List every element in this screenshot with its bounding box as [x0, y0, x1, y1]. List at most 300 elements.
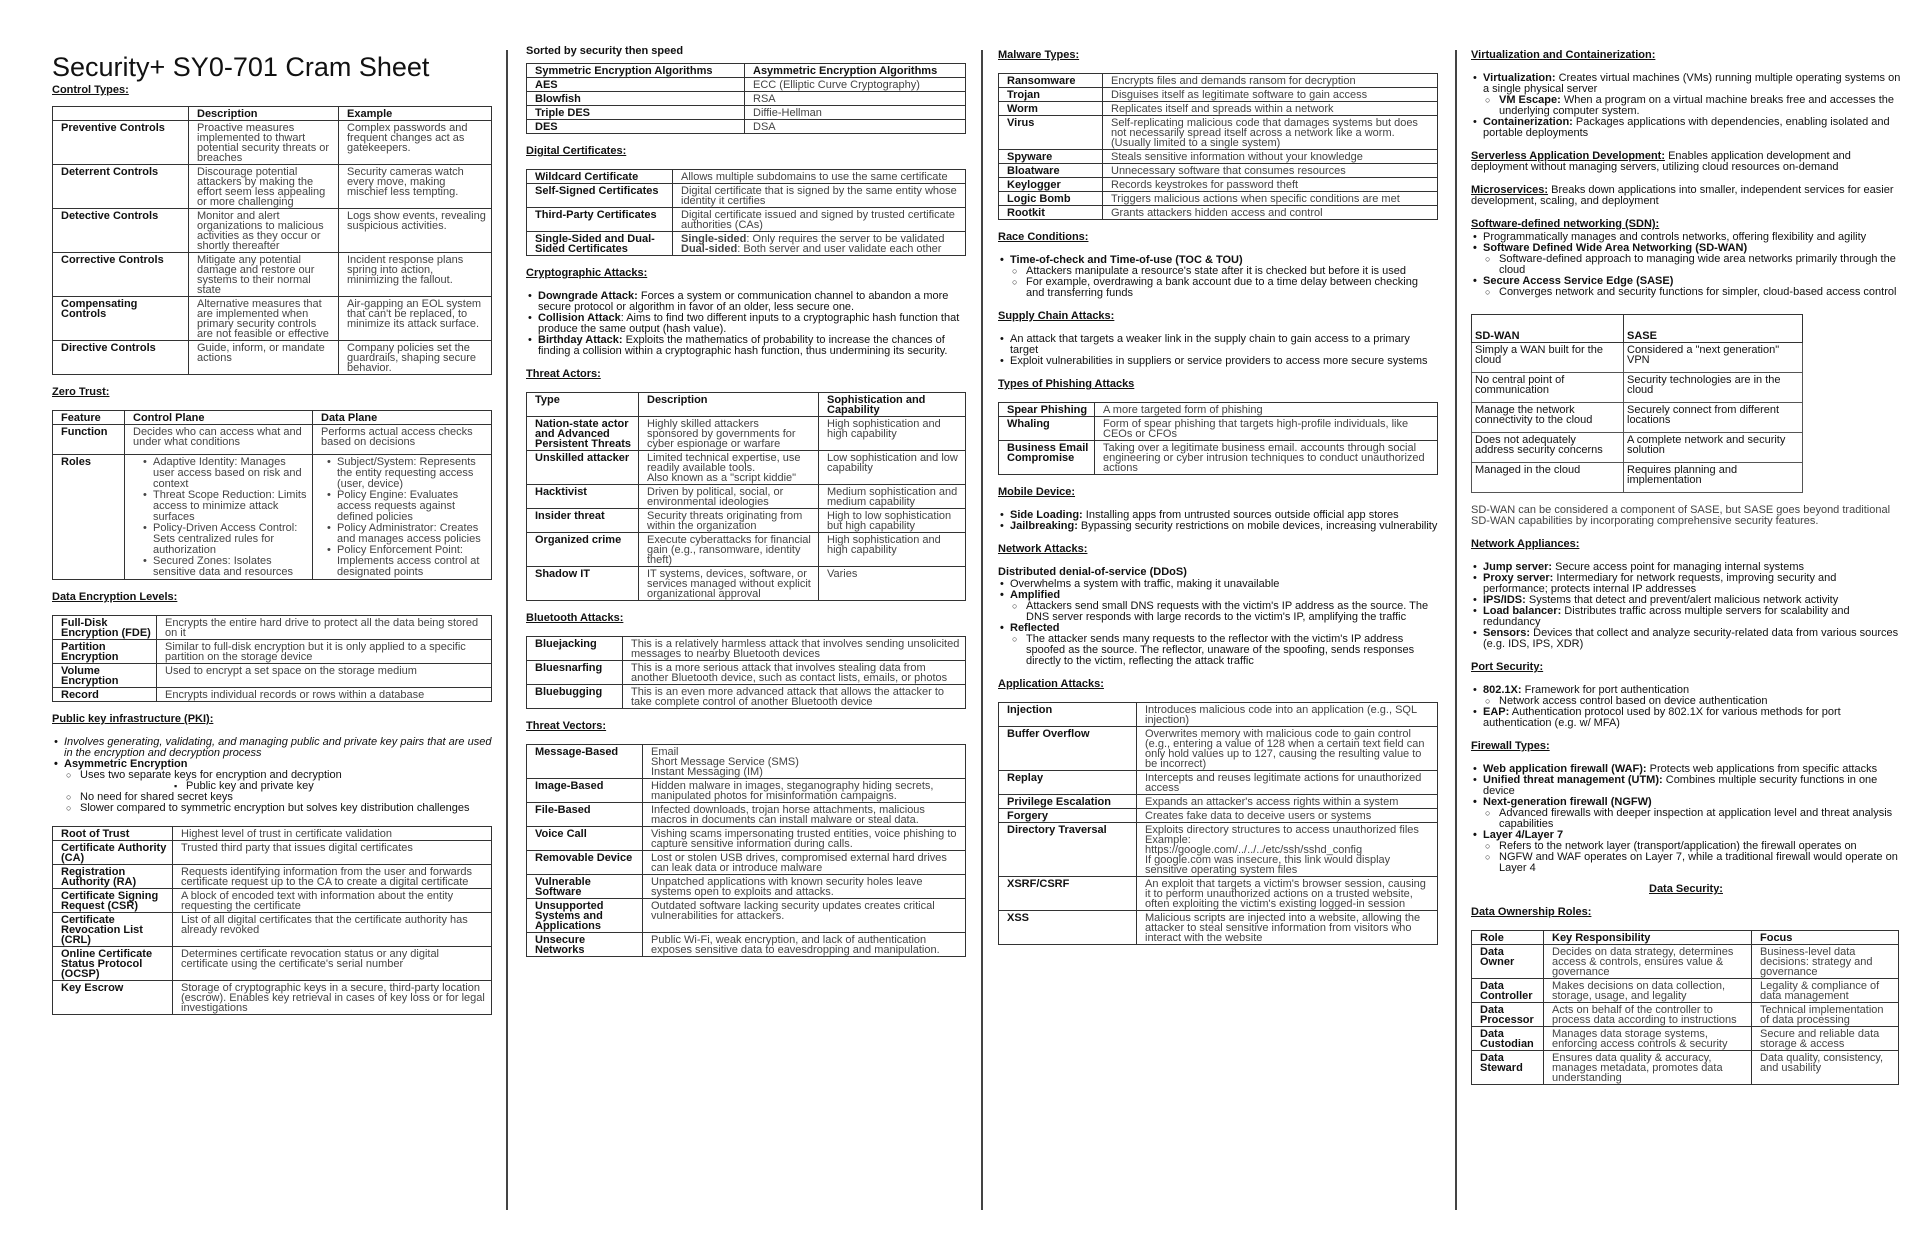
table-cell: Blowfish — [527, 92, 745, 106]
table-cell: Business-level data decisions: strategy and governance — [1752, 945, 1899, 979]
table-cell: Secure and reliable data storage & access — [1752, 1027, 1899, 1051]
table-row — [53, 947, 492, 981]
table-cell: A more targeted form of phishing — [1095, 403, 1438, 417]
threat-actors-heading: Threat Actors: — [526, 368, 601, 380]
table-cell: Storage of cryptographic keys in a secure, third-party location (escrow). Enables key retrieval in cases of key loss or for legal investigations — [173, 981, 492, 1015]
table-cell: Nation-state actor and Advanced Persistent Threats — [527, 417, 639, 451]
table-row — [999, 911, 1438, 945]
threat-vectors-heading: Threat Vectors: — [526, 720, 607, 732]
table-cell: Directory Traversal — [999, 823, 1137, 877]
pki-table — [52, 826, 492, 1015]
table-row — [53, 664, 492, 688]
table-cell — [313, 455, 492, 580]
list-item-label: Load balancer: — [1483, 605, 1562, 617]
table-row — [999, 809, 1438, 823]
app-attacks-table — [998, 702, 1438, 945]
table-cell: Monitor and alert organizations to malicious activities as they occur or shortly thereafter — [189, 209, 339, 253]
table-cell: Technical implementation of data processing — [1752, 1003, 1899, 1027]
list-item-text: : Aims to find two different inputs to a cryptographic hash function that produce the same output (hash value). — [538, 312, 960, 335]
mobile-heading: Mobile Device: — [998, 486, 1076, 498]
table-cell: Manages data storage systems, enforcing access controls & security — [1544, 1027, 1752, 1051]
table-cell: Digital certificate issued and signed by trusted certificate authorities (CAs) — [673, 208, 966, 232]
table-cell: ECC (Elliptic Curve Cryptography) — [745, 78, 966, 92]
table-cell: Malicious scripts are injected into a website, allowing the attacker to steal sensitive information from visitors who interact with the website — [1137, 911, 1438, 945]
table-cell: Complex passwords and frequent changes act as gatekeepers. — [339, 121, 492, 165]
zero-trust-heading: Zero Trust: — [52, 386, 110, 398]
list-item-label: Birthday Attack: — [538, 334, 623, 346]
pki-heading: Public key infrastructure (PKI): — [52, 713, 214, 725]
table-row — [527, 485, 966, 509]
table-cell: Discourage potential attackers by making the effort seem less appealing or more challenging — [189, 165, 339, 209]
appliances-heading: Network Appliances: — [1471, 538, 1580, 550]
table-cell: Single-Sided and Dual-Sided Certificates — [527, 232, 673, 256]
table-header: Description — [189, 107, 339, 121]
table-cell: XSS — [999, 911, 1137, 945]
table-cell: Registration Authority (RA) — [53, 865, 173, 889]
table-cell: Deterrent Controls — [53, 165, 189, 209]
table-cell: Voice Call — [527, 827, 643, 851]
table-row — [53, 688, 492, 702]
table-row — [1472, 945, 1899, 979]
table-cell: Driven by political, social, or environmental ideologies — [639, 485, 819, 509]
table-cell: Disguises itself as legitimate software to gain access — [1103, 88, 1438, 102]
list-item — [1471, 573, 1901, 595]
table-cell: Unskilled attacker — [527, 451, 639, 485]
table-cell: Partition Encryption — [53, 640, 157, 664]
list-item: • Policy-Driven Access Control: Sets centralized rules for authorization — [141, 523, 307, 556]
table-cell: Self-replicating malicious code that damages systems but does not necessarily spread itself across a network like a worm. (Usually limited to a single system) — [1103, 116, 1438, 150]
table-row — [53, 341, 492, 375]
table-cell: Intercepts and reuses legitimate actions for unauthorized access — [1137, 771, 1438, 795]
digital-certificates-table — [526, 169, 966, 256]
table-cell: This is a relatively harmless attack that involves sending unsolicited messages to nearby Bluetooth devices — [623, 637, 966, 661]
list-item: • Asymmetric Encryption — [52, 759, 492, 770]
list-item-label: IPS/IDS: — [1483, 594, 1526, 606]
table-cell: Spyware — [999, 150, 1103, 164]
table-cell: Determines certificate revocation status or any digital certificate using the certificate's serial number — [173, 947, 492, 981]
table-row — [527, 899, 966, 933]
table-cell: Certificate Authority (CA) — [53, 841, 173, 865]
bluetooth-heading: Bluetooth Attacks: — [526, 612, 624, 624]
table-row — [53, 253, 492, 297]
list-item: • EAP: Authentication protocol used by 802.1X for various methods for port authentication (e.g. w/ MFA) — [1471, 707, 1901, 729]
list-item-label: Collision Attack — [538, 312, 621, 324]
table-row — [999, 102, 1438, 116]
list-item — [526, 335, 966, 357]
table-row — [527, 120, 966, 134]
table-cell: An exploit that targets a victim's browser session, causing it to perform unauthorized actions on a trusted website, often exploiting the victim's existing logged-in session — [1137, 877, 1438, 911]
supply-chain-heading: Supply Chain Attacks: — [998, 310, 1115, 322]
table-row — [527, 92, 966, 106]
table-header: Focus — [1752, 931, 1899, 945]
table-cell — [673, 232, 966, 256]
table-cell: XSRF/CSRF — [999, 877, 1137, 911]
table-cell: Insider threat — [527, 509, 639, 533]
list-item — [526, 313, 966, 335]
table-cell: Third-Party Certificates — [527, 208, 673, 232]
table-cell: Public Wi-Fi, weak encryption, and lack of authentication exposes sensitive data to eavesdropping and manipulation. — [643, 933, 966, 957]
list-item-text: Installing apps from untrusted sources outside official app stores — [1082, 509, 1399, 521]
table-cell: Full-Disk Encryption (FDE) — [53, 616, 157, 640]
list-item: • Threat Scope Reduction: Limits access to minimize attack surfaces — [141, 490, 307, 523]
supply-chain-list — [998, 334, 1438, 367]
table-cell: Medium sophistication and medium capability — [819, 485, 966, 509]
table-cell: Whaling — [999, 417, 1095, 441]
table-cell: Incident response plans spring into action, minimizing the fallout. — [339, 253, 492, 297]
list-item: • Layer 4/Layer 7 — [1471, 830, 1901, 841]
table-row — [53, 841, 492, 865]
column-divider — [1455, 50, 1457, 1210]
list-item: ○ For example, overdrawing a bank account due to a time delay between checking and transferring funds — [998, 277, 1438, 299]
table-cell: Message-Based — [527, 745, 643, 779]
malware-table — [998, 73, 1438, 220]
table-cell: Grants attackers hidden access and control — [1103, 206, 1438, 220]
table-cell: Overwrites memory with malicious code to gain control (e.g., entering a value of 128 when a certain text field can only hold values up to 127, causing the resulting value to be incorrect) — [1137, 727, 1438, 771]
table-cell: Legality & compliance of data management — [1752, 979, 1899, 1003]
list-item-label: Side Loading: — [1010, 509, 1083, 521]
port-security-heading: Port Security: — [1471, 661, 1544, 673]
table-cell: Hacktivist — [527, 485, 639, 509]
table-cell: Corrective Controls — [53, 253, 189, 297]
table-cell: Requests identifying information from the user and forwards certificate request up to the CA to create a digital certificate — [173, 865, 492, 889]
data-encryption-heading: Data Encryption Levels: — [52, 591, 178, 603]
table-row — [53, 165, 492, 209]
table-cell: Bluejacking — [527, 637, 623, 661]
table-row — [53, 121, 492, 165]
list-item — [1471, 606, 1901, 628]
table-row — [999, 74, 1438, 88]
list-item — [526, 291, 966, 313]
table-cell: A complete network and security solution — [1624, 433, 1803, 463]
table-cell: Expands an attacker's access rights within a system — [1137, 795, 1438, 809]
table-row — [999, 192, 1438, 206]
table-cell: Encrypts files and demands ransom for decryption — [1103, 74, 1438, 88]
table-cell: Data Owner — [1472, 945, 1544, 979]
column-divider — [981, 50, 983, 1210]
table-cell: Worm — [999, 102, 1103, 116]
table-row — [527, 851, 966, 875]
list-item: • Secured Zones: Isolates sensitive data and resources — [141, 556, 307, 578]
table-cell: Ensures data quality & accuracy, manages metadata, promotes data understanding — [1544, 1051, 1752, 1085]
table-cell: Business Email Compromise — [999, 441, 1095, 475]
table-row — [999, 178, 1438, 192]
list-item: ▪ Public key and private key — [52, 781, 492, 792]
table-row — [999, 417, 1438, 441]
table-cell: Trojan — [999, 88, 1103, 102]
table-cell: Mitigate any potential damage and restore our systems to their normal state — [189, 253, 339, 297]
list-item-label: Jump server: — [1483, 561, 1553, 573]
table-row — [527, 745, 966, 779]
table-row — [1472, 463, 1803, 493]
table-row — [999, 877, 1438, 911]
column-3 — [998, 46, 1438, 945]
data-security-heading: Data Security: — [1649, 883, 1723, 895]
table-row — [999, 116, 1438, 150]
table-cell: Diffie-Hellman — [745, 106, 966, 120]
table-cell: Unpatched applications with known security holes leave systems open to exploits and attacks. — [643, 875, 966, 899]
table-cell: List of all digital certificates that the certificate authority has already revoked — [173, 913, 492, 947]
single-sided-desc: : Only requires the server to be validated — [746, 233, 945, 245]
table-cell: Security technologies are in the cloud — [1624, 373, 1803, 403]
table-cell: Data Custodian — [1472, 1027, 1544, 1051]
table-row — [53, 913, 492, 947]
table-row — [53, 889, 492, 913]
table-row — [527, 106, 966, 120]
table-row — [53, 827, 492, 841]
table-row — [53, 209, 492, 253]
table-header: Sophistication and Capability — [819, 393, 966, 417]
table-row — [999, 771, 1438, 795]
list-item-label: Downgrade Attack: — [538, 290, 638, 302]
network-attacks-list — [998, 579, 1438, 667]
ddos-label: Distributed denial-of-service (DDoS) — [998, 566, 1187, 578]
table-row — [527, 451, 966, 485]
firewall-list — [1471, 764, 1901, 874]
table-row — [527, 170, 966, 184]
table-cell: Triple DES — [527, 106, 745, 120]
list-item: • Virtualization: Creates virtual machines (VMs) running multiple operating systems on a single physical server — [1471, 73, 1901, 95]
table-cell: Securely connect from different locations — [1624, 403, 1803, 433]
list-item: • Overwhelms a system with traffic, making it unavailable — [998, 579, 1438, 590]
table-cell: Spear Phishing — [999, 403, 1095, 417]
table-row — [999, 441, 1438, 475]
column-divider — [506, 50, 508, 1210]
table-cell: Managed in the cloud — [1472, 463, 1624, 493]
table-cell: Steals sensitive information without your knowledge — [1103, 150, 1438, 164]
table-cell: This is an even more advanced attack that allows the attacker to take complete control of another Bluetooth device — [623, 685, 966, 709]
table-cell: Root of Trust — [53, 827, 173, 841]
table-cell: High sophistication and high capability — [819, 417, 966, 451]
list-item — [998, 521, 1438, 532]
table-cell: Allows multiple subdomains to use the same certificate — [673, 170, 966, 184]
table-cell: Air-gapping an EOL system that can't be replaced, to minimize its attack surface. — [339, 297, 492, 341]
table-cell: A block of encoded text with information about the entity requesting the certificate — [173, 889, 492, 913]
table-cell: Bloatware — [999, 164, 1103, 178]
table-cell: Makes decisions on data collection, storage, usage, and legality — [1544, 979, 1752, 1003]
table-row — [999, 703, 1438, 727]
table-row — [527, 509, 966, 533]
table-cell: Form of spear phishing that targets high-profile individuals, like CEOs or CFOs — [1095, 417, 1438, 441]
table-row — [527, 208, 966, 232]
table-row — [527, 78, 966, 92]
pki-list — [52, 737, 492, 814]
table-cell: Outdated software lacking security updates creates critical vulnerabilities for attackers. — [643, 899, 966, 933]
table-cell: Requires planning and implementation — [1624, 463, 1803, 493]
table-cell: Function — [53, 425, 125, 455]
table-row — [1472, 979, 1899, 1003]
table-cell: Bluebugging — [527, 685, 623, 709]
serverless-text: Serverless Application Development: Enables application development and deployment without managing servers, utilizing cloud resources on-demand — [1471, 150, 1851, 173]
table-cell: Vishing scams impersonating trusted entities, voice phishing to capture sensitive information during calls. — [643, 827, 966, 851]
table-cell: Replicates itself and spreads within a network — [1103, 102, 1438, 116]
table-row — [527, 637, 966, 661]
table-cell: Unnecessary software that consumes resources — [1103, 164, 1438, 178]
phishing-table — [998, 402, 1438, 475]
list-item: • Containerization: Packages applications with dependencies, enabling isolated and portable deployments — [1471, 117, 1901, 139]
column-4 — [1471, 46, 1901, 1085]
list-item: • Next-generation firewall (NGFW) — [1471, 797, 1901, 808]
data-encryption-table — [52, 615, 492, 702]
table-cell: Shadow IT — [527, 567, 639, 601]
table-row — [53, 297, 492, 341]
appliances-list — [1471, 562, 1901, 650]
column-2 — [526, 46, 966, 957]
table-header: Asymmetric Encryption Algorithms — [745, 64, 966, 78]
table-cell: Highly skilled attackers sponsored by governments for cyber espionage or warfare — [639, 417, 819, 451]
table-row — [527, 875, 966, 899]
table-header: Data Plane — [313, 411, 492, 425]
table-cell: Email Short Message Service (SMS) Instant Messaging (IM) — [643, 745, 966, 779]
table-cell: Directive Controls — [53, 341, 189, 375]
table-cell: Encrypts the entire hard drive to protect all the data being stored on it — [157, 616, 492, 640]
table-row — [1472, 1051, 1899, 1085]
table-cell: Trusted third party that issues digital certificates — [173, 841, 492, 865]
table-cell: Decides who can access what and under what conditions — [125, 425, 313, 455]
table-row — [527, 803, 966, 827]
table-cell: Creates fake data to deceive users or systems — [1137, 809, 1438, 823]
table-cell: Certificate Revocation List (CRL) — [53, 913, 173, 947]
table-cell: Varies — [819, 567, 966, 601]
network-attacks-heading: Network Attacks: — [998, 543, 1088, 555]
table-cell: Lost or stolen USB drives, compromised external hard drives can leak data or introduce malware — [643, 851, 966, 875]
table-header: SASE — [1624, 315, 1803, 343]
table-cell: Acts on behalf of the controller to process data according to instructions — [1544, 1003, 1752, 1027]
list-item: • Involves generating, validating, and managing public and private key pairs that are used in the encryption and decryption process — [52, 737, 492, 759]
list-item: ○ Uses two separate keys for encryption and decryption — [52, 770, 492, 781]
table-header: Control Plane — [125, 411, 313, 425]
list-item-text: Forces a system or communication channel to abandon a more secure protocol or algorithm in favor of an older, less secure one. — [538, 290, 949, 313]
table-row — [999, 403, 1438, 417]
table-header: Role — [1472, 931, 1544, 945]
mobile-list — [998, 510, 1438, 532]
list-item-label: Jailbreaking: — [1010, 520, 1078, 532]
table-row — [999, 795, 1438, 809]
table-row — [1472, 373, 1803, 403]
list-item-text: Systems that detect and prevent/alert malicious network activity — [1525, 594, 1839, 606]
list-item: • Secure Access Service Edge (SASE) — [1471, 276, 1901, 287]
table-cell: Does not adequately address security concerns — [1472, 433, 1624, 463]
table-cell: Logs show events, revealing suspicious activities. — [339, 209, 492, 253]
table-cell: Security cameras watch every move, making mischief less tempting. — [339, 165, 492, 209]
list-item: ○ No need for shared secret keys — [52, 792, 492, 803]
list-item: ○ Advanced firewalls with deeper inspection at application level and threat analysis capabilities — [1471, 808, 1901, 830]
list-item: • Policy Administrator: Creates and manages access policies — [325, 523, 486, 545]
table-row — [527, 685, 966, 709]
table-cell: Buffer Overflow — [999, 727, 1137, 771]
table-cell: Digital certificate that is signed by the same entity whose identity it certifies — [673, 184, 966, 208]
list-item-label: Sensors: — [1483, 627, 1531, 639]
threat-vectors-table — [526, 744, 966, 957]
table-cell: Execute cyberattacks for financial gain (e.g., ransomware, identity theft) — [639, 533, 819, 567]
table-cell: Key Escrow — [53, 981, 173, 1015]
table-cell: Virus — [999, 116, 1103, 150]
table-cell: Unsecure Networks — [527, 933, 643, 957]
table-header: Feature — [53, 411, 125, 425]
control-types-heading: Control Types: — [52, 84, 129, 96]
table-row — [527, 533, 966, 567]
table-cell: Online Certificate Status Protocol (OCSP) — [53, 947, 173, 981]
table-cell: DSA — [745, 120, 966, 134]
table-row — [527, 827, 966, 851]
table-cell: Performs actual access checks based on decisions — [313, 425, 492, 455]
table-cell: No central point of communication — [1472, 373, 1624, 403]
list-item: ○ Attackers send small DNS requests with the victim's IP address as the source. The DNS server responds with large records to the victim's IP, amplifying the traffic — [998, 601, 1438, 623]
table-cell: Taking over a legitimate business email. accounts through social engineering or cyber intrusion techniques to conduct unauthorized actions — [1095, 441, 1438, 475]
crypto-attacks-list — [526, 291, 966, 357]
table-cell: Encrypts individual records or rows within a database — [157, 688, 492, 702]
table-cell: AES — [527, 78, 745, 92]
list-item: ○ The attacker sends many requests to the reflector with the victim's IP address spoofed as the source. The reflector, unaware of the spoofing, sends responses directly to the victim, reflecting the attack traffic — [998, 634, 1438, 667]
list-item-text: Intermediary for network requests, improving security and performance; protects internal IP addresses — [1483, 572, 1837, 595]
table-row — [999, 150, 1438, 164]
table-row — [53, 616, 492, 640]
table-row — [53, 981, 492, 1015]
dual-sided-desc: : Both server and user validate each other — [737, 243, 942, 255]
port-security-list — [1471, 685, 1901, 729]
sort-note: Sorted by security then speed — [526, 45, 684, 57]
list-item: • 802.1X: Framework for port authentication — [1471, 685, 1901, 696]
threat-actors-table — [526, 392, 966, 601]
table-cell: Injection — [999, 703, 1137, 727]
table-cell: Alternative measures that are implemented when primary security controls are not feasible or effective — [189, 297, 339, 341]
list-item: • Web application firewall (WAF): Protects web applications from specific attacks — [1471, 764, 1901, 775]
virtualization-list — [1471, 73, 1901, 139]
table-cell: Decides on data strategy, determines access & controls, ensures value & governance — [1544, 945, 1752, 979]
table-header: Example — [339, 107, 492, 121]
table-cell: DES — [527, 120, 745, 134]
table-row — [527, 567, 966, 601]
list-item: ○ NGFW and WAF operates on Layer 7, while a traditional firewall would operate on Layer 4 — [1471, 852, 1901, 874]
list-item: ○ Converges network and security functions for simpler, cloud-based access control — [1471, 287, 1901, 298]
list-item: ○ VM Escape: When a program on a virtual machine breaks free and accesses the underlying computer system. — [1471, 95, 1901, 117]
list-item: ○ Attackers manipulate a resource's state after it is checked but before it is used — [998, 266, 1438, 277]
table-cell: Wildcard Certificate — [527, 170, 673, 184]
virtualization-heading: Virtualization and Containerization: — [1471, 49, 1656, 61]
control-types-table — [52, 106, 492, 375]
table-header: Description — [639, 393, 819, 417]
table-row — [999, 164, 1438, 178]
table-row — [527, 933, 966, 957]
table-row — [53, 865, 492, 889]
table-cell: Limited technical expertise, use readily available tools. Also known as a "script kiddie" — [639, 451, 819, 485]
table-cell: Compensating Controls — [53, 297, 189, 341]
table-cell: Records keystrokes for password theft — [1103, 178, 1438, 192]
table-cell: Company policies set the guardrails, shaping secure behavior. — [339, 341, 492, 375]
list-item: ○ Network access control based on device authentication — [1471, 696, 1901, 707]
table-cell: Infected downloads, trojan horse attachments, malicious macros in documents can install malware or steal data. — [643, 803, 966, 827]
list-item: • Unified threat management (UTM): Combines multiple security functions in one device — [1471, 775, 1901, 797]
table-cell: Keylogger — [999, 178, 1103, 192]
table-row — [527, 184, 966, 208]
table-cell: Data quality, consistency, and usability — [1752, 1051, 1899, 1085]
table-cell: Vulnerable Software — [527, 875, 643, 899]
table-cell: Introduces malicious code into an application (e.g., SQL injection) — [1137, 703, 1438, 727]
table-cell: This is a more serious attack that involves stealing data from another Bluetooth device, such as contact lists, emails, or photos — [623, 661, 966, 685]
table-cell: Considered a "next generation" VPN — [1624, 343, 1803, 373]
table-row — [999, 823, 1438, 877]
column-1 — [52, 46, 492, 1015]
table-cell: Ransomware — [999, 74, 1103, 88]
list-item: • Policy Enforcement Point: Implements access control at designated points — [325, 545, 486, 578]
list-item-text: Bypassing security restrictions on mobile devices, increasing vulnerability — [1077, 520, 1438, 532]
table-cell: RSA — [745, 92, 966, 106]
table-row — [999, 727, 1438, 771]
table-cell: IT systems, devices, software, or services managed without explicit organizational approval — [639, 567, 819, 601]
table-cell: Removable Device — [527, 851, 643, 875]
table-cell: Replay — [999, 771, 1137, 795]
table-cell: Forgery — [999, 809, 1137, 823]
table-header: Type — [527, 393, 639, 417]
